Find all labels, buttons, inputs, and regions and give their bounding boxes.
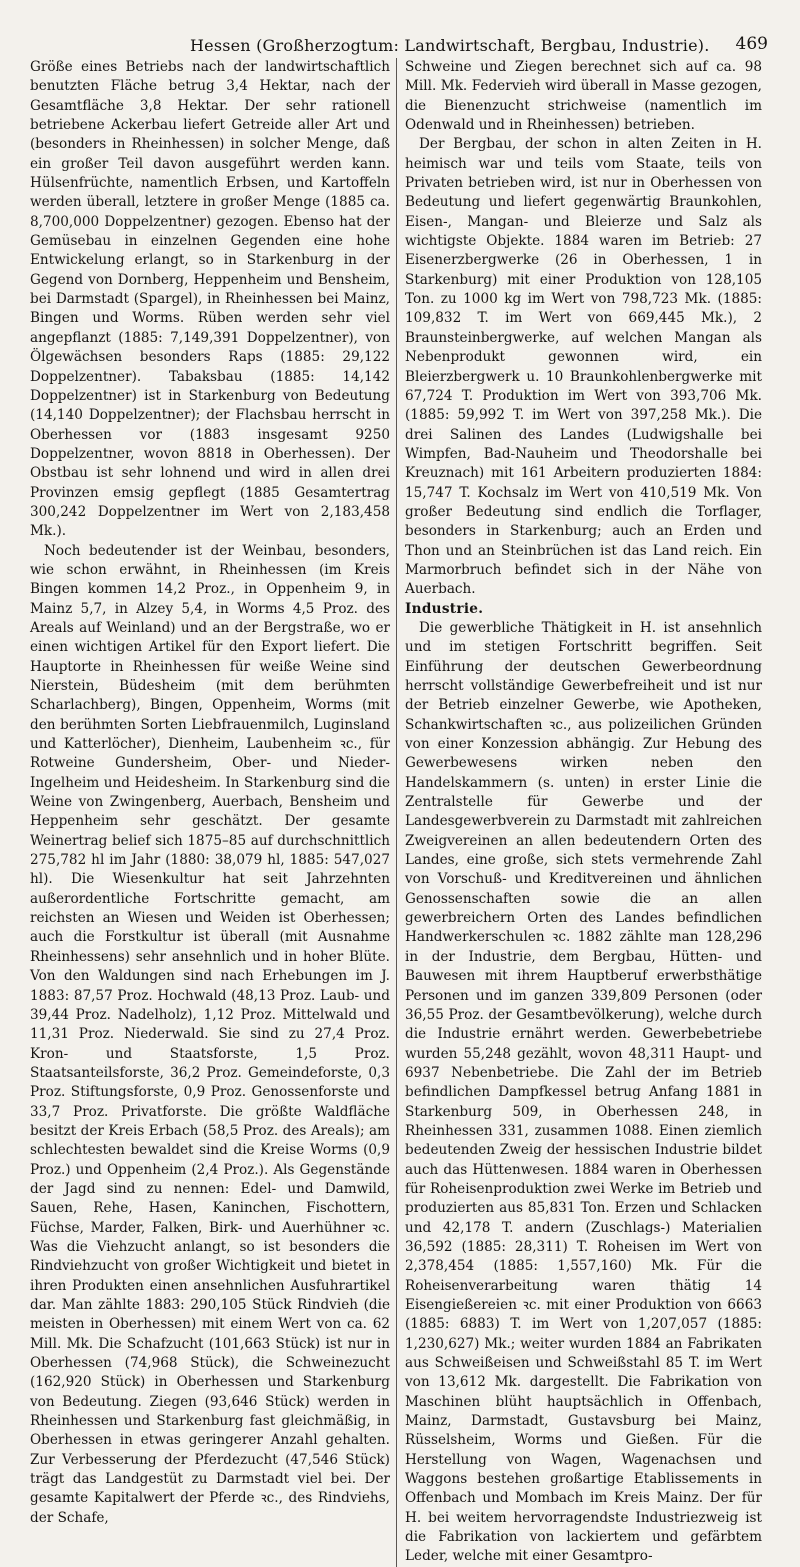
left-column	[30, 58, 396, 1567]
page-header	[30, 12, 776, 58]
page-number: 469	[735, 34, 768, 54]
paragraph-mining: Der Bergbau, der schon in alten Zeiten in H. heimisch war und teils vom Staate, teils von Privaten betrieben wird, ist nur in Oberhessen von Bedeutung und liefert gegenwärtig Braunkohlen, Eisen-, Mangan- und Bleierze und Salz als wichtigste Objekte. 1884 waren im Betrieb: 27 Eisenerzbergwerke (26 in Oberhessen, 1 in Starkenburg) mit einer Produktion von 128,105 Ton. zu 1000 kg im Wert von 798,723 Mk. (1885: 109,832 T. im Wert von 669,445 Mk.), 2 Braunsteinbergwerke, auf welchen Mangan als Nebenprodukt gewonnen wird, ein Bleierzbergwerk u. 10 Braunkohlenbergwerke mit 67,724 T. Produktion im Wert von 393,706 Mk. (1885: 59,992 T. im Wert von 397,258 Mk.). Die drei Salinen des Landes (Ludwigshalle bei Wimpfen, Bad-Nauheim und Theodorshalle bei Kreuznach) mit 161 Arbeitern produzierten 1884: 15,747 T. Kochsalz im Wert von 410,519 Mk. Von großer Bedeutung sind endlich die Torflager, besonders in Starkenburg; auch an Erden und Thon und an Steinbrüchen ist das Land reich. Ein Marmorbruch befindet sich in der Nähe von Auerbach.	[405, 136, 762, 598]
paragraph-agriculture: Größe eines Betriebs nach der landwirtschaftlich benutzten Fläche betrug 3,4 Hektar, nach der Gesamtfläche 3,8 Hektar. Der sehr rationell betriebene Ackerbau liefert Getreide aller Art und (besonders in Rheinhessen) in solcher Menge, daß ein großer Teil davon ausgeführt werden kann. Hülsenfrüchte, namentlich Erbsen, und Kartoffeln werden überall, letztere in großer Menge (1885 ca. 8,700,000 Doppelzentner) gezogen. Ebenso hat der Gemüsebau in einzelnen Gegenden eine hohe Entwickelung erlangt, so in Starkenburg in der Gegend von Dornberg, Heppenheim und Bensheim, bei Darmstadt (Spargel), in Rheinhessen bei Mainz, Bingen und Worms. Rüben werden sehr viel angepflanzt (1885: 7,149,391 Doppelzentner), von Ölgewächsen besonders Raps (1885: 29,122 Doppelzentner). Tabaksbau (1885: 14,142 Doppelzentner) ist in Starkenburg von Bedeutung (14,140 Doppelzentner); der Flachsbau herrscht in Oberhessen vor (1883 insgesamt 9250 Doppelzentner, wovon 8818 in Oberhessen). Der Obstbau ist sehr lohnend und wird in allen drei Provinzen emsig gepflegt (1885 Gesamtertrag 300,242 Doppelzentner im Wert von 2,183,458 Mk.).	[30, 59, 390, 540]
text-columns	[30, 58, 776, 1567]
paragraph-industry: Die gewerbliche Thätigkeit in H. ist ansehnlich und im stetigen Fortschritt begriffen. Seit Einführung der deutschen Gewerbeordnung herrscht vollständige Gewerbefreiheit und ist nur der Betrieb einzelner Gewerbe, wie Apotheken, Schankwirtschaften ꝛc., aus polizeilichen Gründen von einer Konzession abhängig. Zur Hebung des Gewerbewesens wirken neben den Handelskammern (s. unten) in erster Linie die Zentralstelle für Gewerbe und der Landesgewerbverein zu Darmstadt mit zahlreichen Zweigvereinen an allen bedeutendern Orten des Landes, eine große, sich stets vermehrende Zahl von Vorschuß- und Kreditvereinen und ähnlichen Genossenschaften sowie die an allen gewerbreichern Orten des Landes befindlichen Handwerkerschulen ꝛc. 1882 zählte man 128,296 in der Industrie, dem Bergbau, Hütten- und Bauwesen mit ihrem Hauptberuf erwerbsthätige Personen und im ganzen 339,809 Personen (oder 36,55 Proz. der Gesamtbevölkerung), welche durch die Industrie ernährt werden. Gewerbebetriebe wurden 55,248 gezählt, wovon 48,311 Haupt- und 6937 Nebenbetriebe. Die Zahl der im Betrieb befindlichen Dampfkessel betrug Anfang 1881 in Starkenburg 509, in Oberhessen 248, in Rheinhessen 331, zusammen 1088. Einen ziemlich bedeutenden Zweig der hessischen Industrie bildet auch das Hüttenwesen. 1884 waren in Oberhessen für Roheisenproduktion zwei Werke im Betrieb und produzierten aus 85,831 Ton. Erzen und Schlacken und 42,178 T. andern (Zuschlags-) Materialien 36,592 (1885: 28,311) T. Roheisen im Wert von 2,378,454 (1885: 1,557,160) Mk. Für die Roheisenverarbeitung waren thätig 14 Eisengießereien ꝛc. mit einer Produktion von 6663 (1885: 6883) T. im Wert von 1,207,057 (1885: 1,230,627) Mk.; weiter wurden 1884 an Fabrikaten aus Schweißeisen und Schweißstahl 85 T. im Wert von 13,612 Mk. dargestellt. Die Fabrikation von Maschinen blüht hauptsächlich in Offenbach, Mainz, Darmstadt, Gustavsburg bei Mainz, Rüsselsheim, Worms und Gießen. Für die Herstellung von Wagen, Wagenachsen und Waggons bestehen großartige Etablissements in Offenbach und Mombach im Kreis Mainz. Der für H. bei weitem hervorragendste Industriezweig ist die Fabrikation von lackiertem und gefärbtem Leder, welche mit einer Gesamtpro-	[405, 619, 762, 1565]
right-column	[396, 58, 762, 1567]
running-title: Hessen (Großherzogtum: Landwirtschaft, Bergbau, Industrie).	[190, 36, 710, 55]
section-heading-industry: Industrie.	[405, 600, 484, 617]
paragraph-livestock: Schweine und Ziegen berechnet sich auf ca. 98 Mill. Mk. Federvieh wird überall in Masse gezogen, die Bienenzucht strichweise (namentlich im Odenwald und in Rheinhessen) betrieben.	[405, 59, 762, 134]
paragraph-viticulture: Noch bedeutender ist der Weinbau, besonders, wie schon erwähnt, in Rheinhessen (im Kreis Bingen kommen 14,2 Proz., in Oppenheim 9, in Mainz 5,7, in Alzey 5,4, in Worms 4,5 Proz. des Areals auf Weinland) und an der Bergstraße, wo er einen wichtigen Artikel für den Export liefert. Die Hauptorte in Rheinhessen für weiße Weine sind Nierstein, Büdesheim (mit dem berühmten Scharlachberg), Bingen, Oppenheim, Worms (mit den berühmten Sorten Liebfrauenmilch, Luginsland und Katterlöcher), Dienheim, Laubenheim ꝛc., für Rotweine Gundersheim, Ober- und Nieder-Ingelheim und Heidesheim. In Starkenburg sind die Weine von Zwingenberg, Auerbach, Bensheim und Heppenheim sehr geschätzt. Der gesamte Weinertrag belief sich 1875–85 auf durchschnittlich 275,782 hl im Jahr (1880: 38,079 hl, 1885: 547,027 hl). Die Wiesenkultur hat seit Jahrzehnten außerordentliche Fortschritte gemacht, am reichsten an Wiesen und Weiden ist Oberhessen; auch die Forstkultur ist überall (mit Ausnahme Rheinhessens) sehr ansehnlich und in hoher Blüte. Von den Waldungen sind nach Erhebungen im J. 1883: 87,57 Proz. Hochwald (48,13 Proz. Laub- und 39,44 Proz. Nadelholz), 1,12 Proz. Mittelwald und 11,31 Proz. Niederwald. Sie sind zu 27,4 Proz. Kron- und Staatsforste, 1,5 Proz. Staatsanteilsforste, 36,2 Proz. Gemeindeforste, 0,3 Proz. Stiftungsforste, 0,9 Proz. Genossenforste und 33,7 Proz. Privatforste. Die größte Waldfläche besitzt der Kreis Erbach (58,5 Proz. des Areals); am schlechtesten bewaldet sind die Kreise Worms (0,9 Proz.) und Oppenheim (2,4 Proz.). Als Gegenstände der Jagd sind zu nennen: Edel- und Damwild, Sauen, Rehe, Hasen, Kaninchen, Fischottern, Füchse, Marder, Falken, Birk- und Auerhühner ꝛc. Was die Viehzucht anlangt, so ist besonders die Rindviehzucht von großer Wichtigkeit und bietet in ihren Produkten einen ansehnlichen Ausfuhrartikel dar. Man zählte 1883: 290,105 Stück Rindvieh (die meisten in Oberhessen) mit einem Wert von ca. 62 Mill. Mk. Die Schafzucht (101,663 Stück) ist nur in Oberhessen (74,968 Stück), die Schweinezucht (162,920 Stück) in Oberhessen und Starkenburg von Bedeutung. Ziegen (93,646 Stück) werden in Rheinhessen und Starkenburg fast gleichmäßig, in Oberhessen in etwas geringerer Anzahl gehalten. Zur Verbesserung der Pferdezucht (47,546 Stück) trägt das Landgestüt zu Darmstadt viel bei. Der gesamte Kapitalwert der Pferde ꝛc., des Rindviehs, der Schafe,	[30, 542, 390, 1526]
